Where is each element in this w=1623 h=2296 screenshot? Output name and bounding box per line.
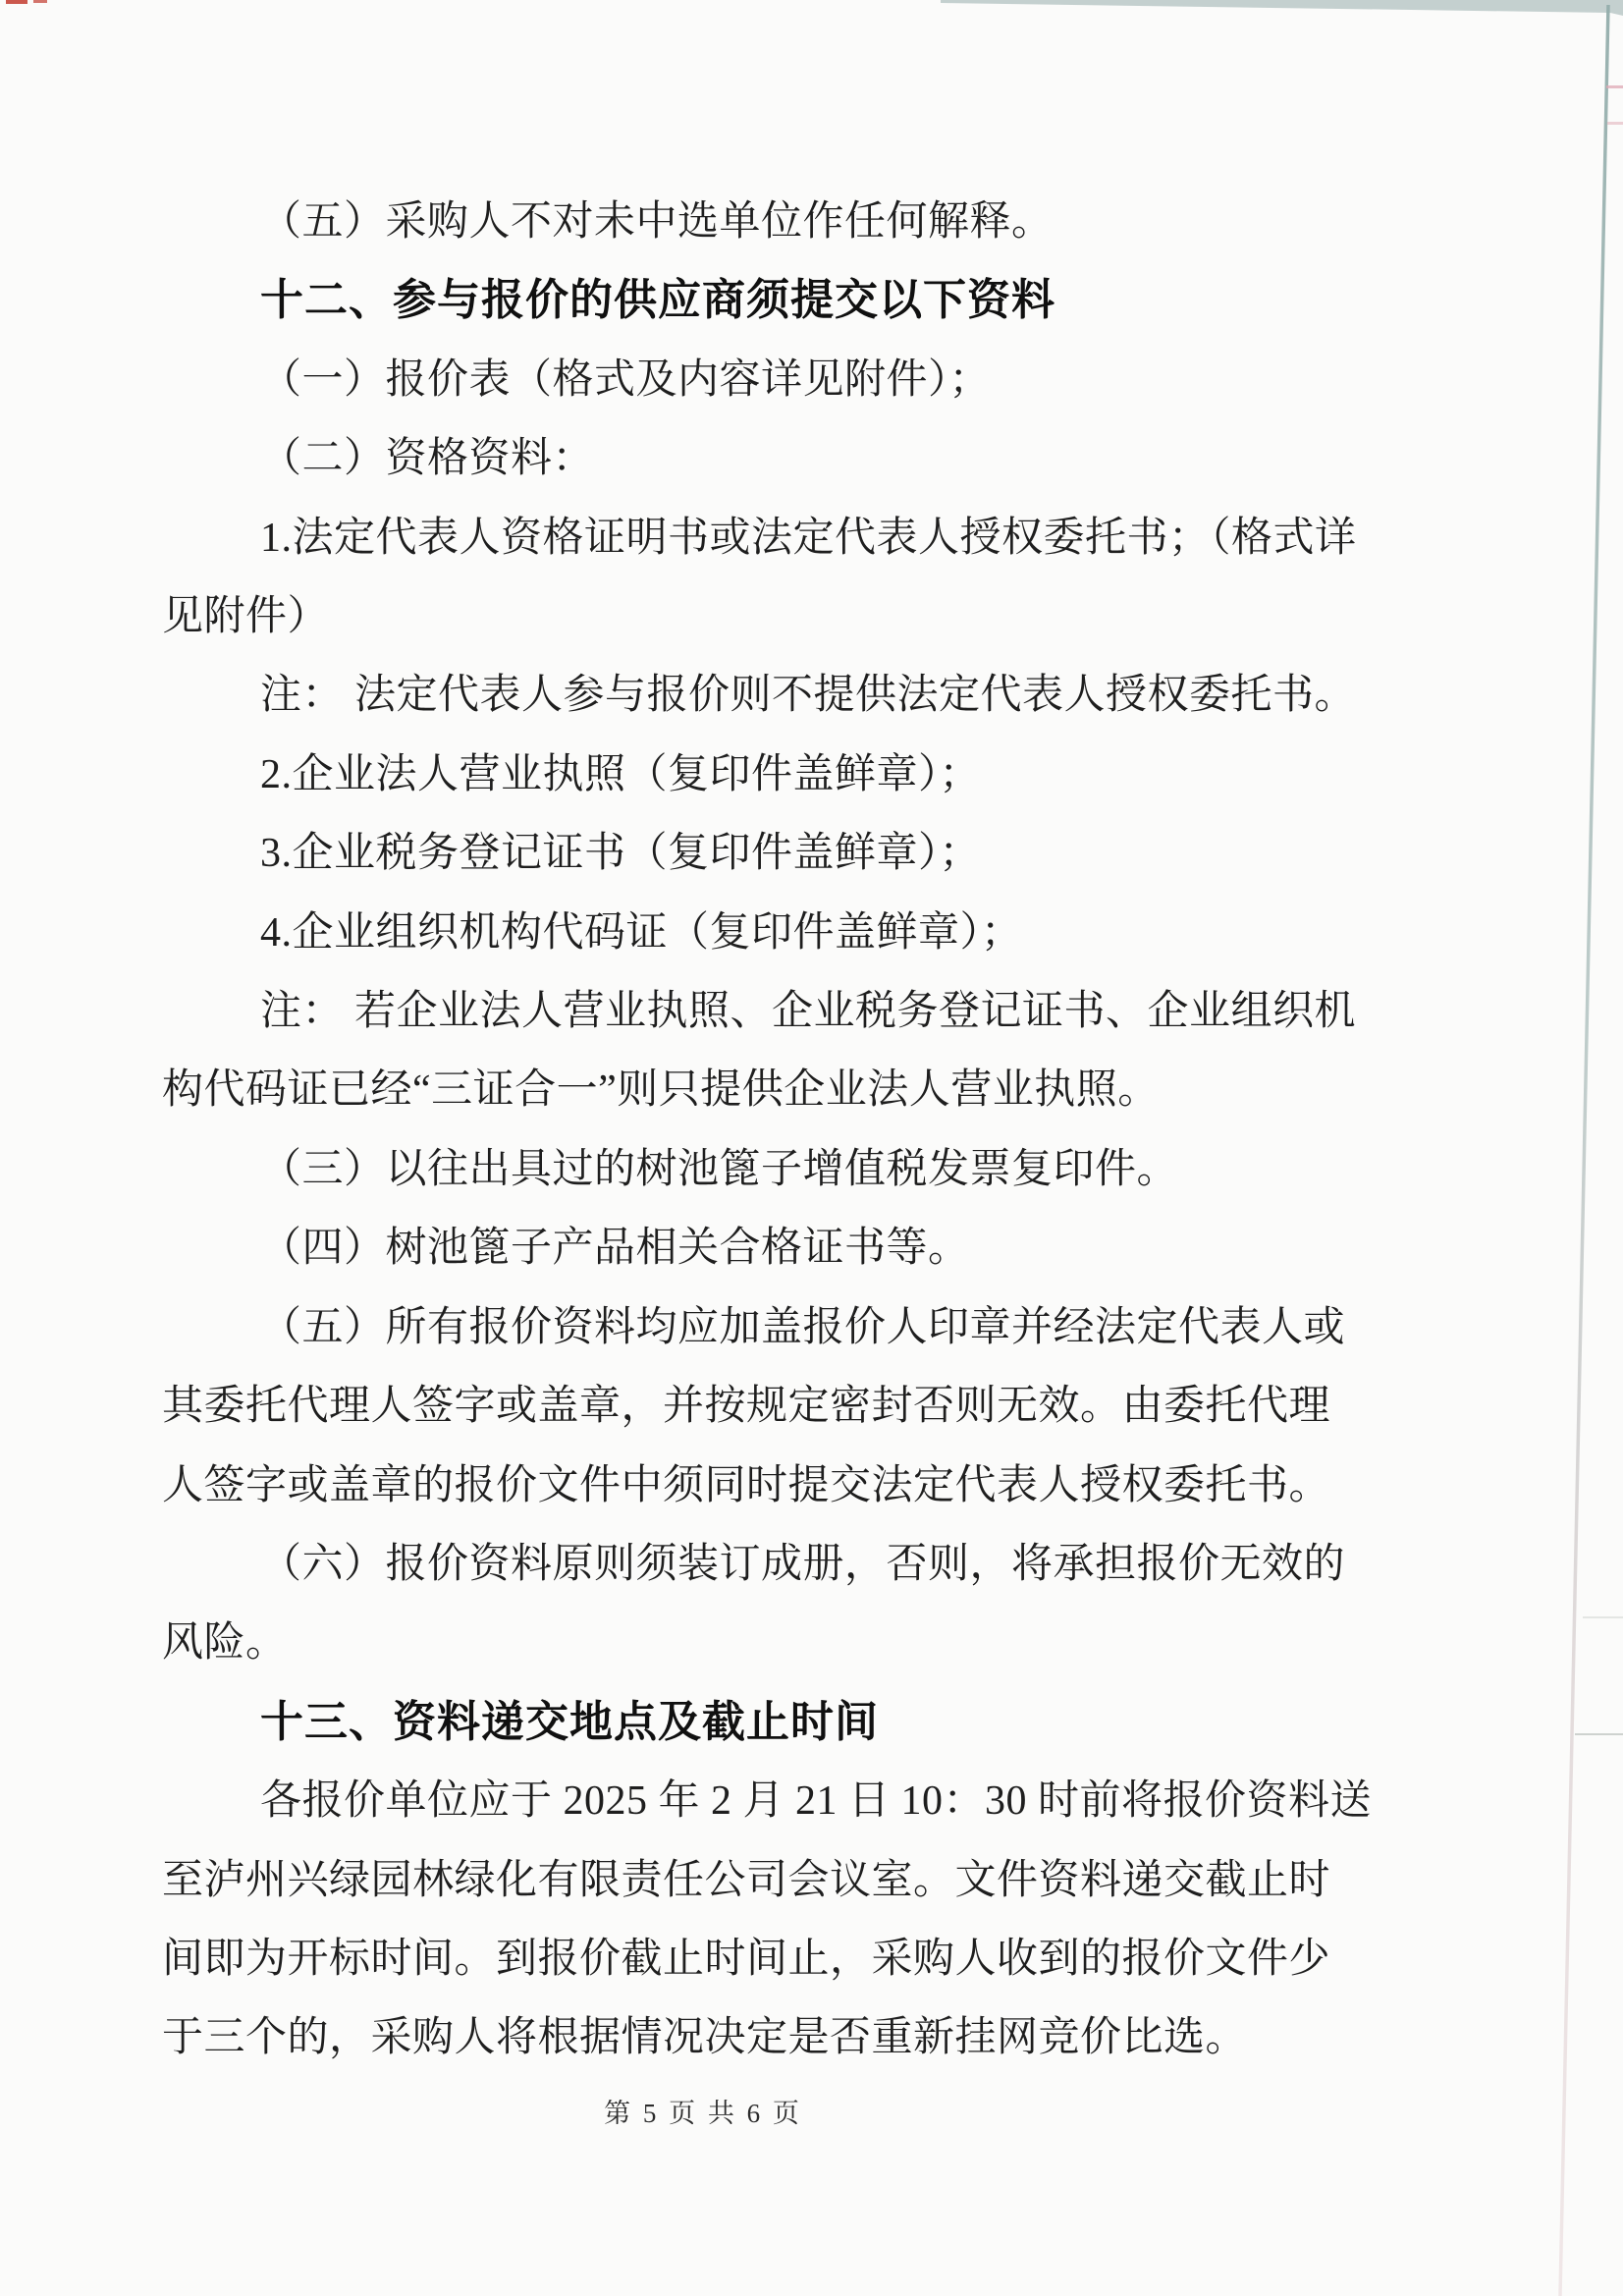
text-line: （五）所有报价资料均应加盖报价人印章并经法定代表人或 — [260, 1304, 1346, 1350]
text-line: （五）采购人不对未中选单位作任何解释。 — [260, 199, 1054, 245]
scan-tick-gray — [1583, 1616, 1623, 1618]
text-line: 各报价单位应于 2025 年 2 月 21 日 10：30 时前将报价资料送 — [260, 1778, 1373, 1825]
page-footer: 第 5 页 共 6 页 — [604, 2099, 802, 2128]
scan-tick-pink — [1607, 122, 1623, 125]
text-line: 于三个的，采购人将根据情况决定是否重新挂网竞价比选。 — [162, 2015, 1248, 2061]
text-line: 至泸州兴绿园林绿化有限责任公司会议室。文件资料递交截止时 — [162, 1857, 1331, 1903]
scan-streak-top — [941, 0, 1623, 16]
text-line: 风险。 — [162, 1620, 288, 1667]
text-line: （一）报价表（格式及内容详见附件）； — [260, 356, 992, 403]
text-line: 其委托代理人签字或盖章，并按规定密封否则无效。由委托代理 — [162, 1384, 1331, 1430]
text-line-note: 注： 法定代表人参与报价则不提供法定代表人授权委托书。 — [260, 673, 1357, 719]
scan-mark-red — [6, 0, 27, 4]
text-line: 见附件） — [162, 594, 330, 640]
text-line: （三）以往出具过的树池篦子增值税发票复印件。 — [260, 1146, 1179, 1192]
text-line: （六）报价资料原则须装订成册，否则，将承担报价无效的 — [260, 1541, 1346, 1587]
scan-tick-gray — [1575, 1733, 1623, 1735]
scan-mark-red — [33, 0, 47, 3]
text-line: （二）资格资料： — [260, 436, 595, 482]
section-heading-12: 十二、参与报价的供应商须提交以下资料 — [260, 276, 1055, 325]
text-line: 间即为开标时间。到报价截止时间止，采购人收到的报价文件少 — [162, 1936, 1331, 1982]
text-line: 构代码证已经“三证合一”则只提供企业法人营业执照。 — [162, 1067, 1160, 1114]
text-line: 3.企业税务登记证书（复印件盖鲜章）； — [260, 831, 982, 877]
document-body — [162, 183, 1373, 2078]
text-line: 人签字或盖章的报价文件中须同时提交法定代表人授权委托书。 — [162, 1462, 1331, 1508]
text-line: 4.企业组织机构代码证（复印件盖鲜章）； — [260, 909, 1023, 956]
scan-tick-pink — [1606, 85, 1623, 88]
text-line: 1.法定代表人资格证明书或法定代表人授权委托书；（格式详 — [260, 515, 1357, 561]
section-heading-13: 十三、资料递交地点及截止时间 — [260, 1697, 879, 1746]
text-line: （四）树池篦子产品相关合格证书等。 — [260, 1226, 970, 1272]
text-line: 2.企业法人营业执照（复印件盖鲜章）； — [260, 751, 982, 797]
page-edge-line — [1560, 5, 1608, 2296]
text-line-note: 注： 若企业法人营业执照、企业税务登记证书、企业组织机 — [260, 989, 1357, 1035]
